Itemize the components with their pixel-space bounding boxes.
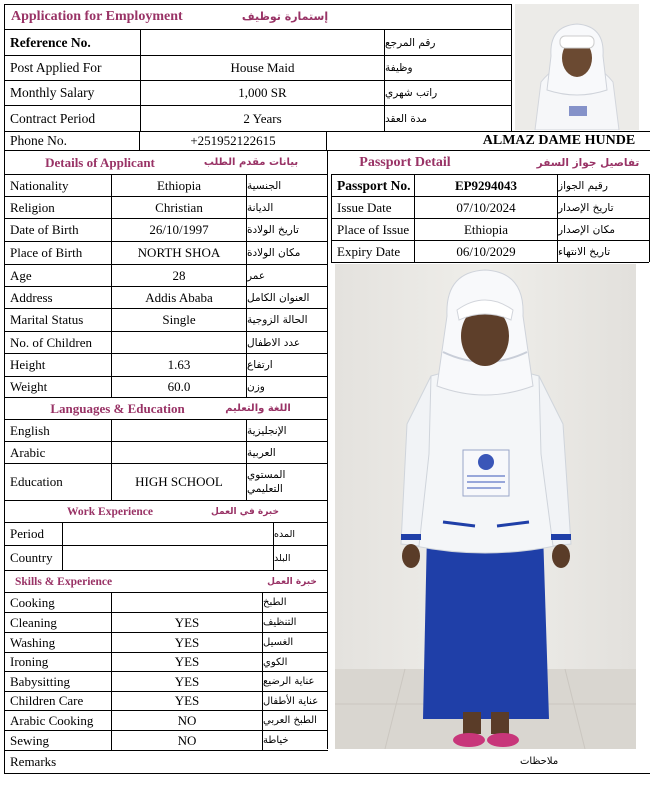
age-label-ar: عمر bbox=[247, 269, 266, 282]
applicant-full-body-photo bbox=[335, 264, 636, 749]
skill-cooking-label-ar: الطبخ bbox=[263, 597, 287, 608]
skill-ironing-label: Ironing bbox=[10, 654, 49, 669]
country-label-ar: البلد bbox=[274, 552, 291, 564]
english-label: English bbox=[10, 422, 50, 438]
expiry-date-label-ar: تاريخ الانتهاء bbox=[558, 245, 611, 258]
dob-label: Date of Birth bbox=[10, 222, 79, 237]
phone-label: Phone No. bbox=[10, 133, 67, 148]
applicant-portrait-photo bbox=[515, 4, 639, 130]
skills-title-ar: خبرة العمل bbox=[267, 576, 317, 587]
form-title-ar: إستمارة توظيف bbox=[241, 10, 329, 23]
skill-cooking-value bbox=[112, 593, 262, 612]
post-label-ar: وظيفة bbox=[385, 62, 413, 74]
passport-title-en: Passport Detail bbox=[359, 154, 451, 170]
work-title-ar: خبرة في العمل bbox=[211, 506, 279, 517]
arabic-value bbox=[112, 442, 246, 463]
languages-title-en: Languages & Education bbox=[50, 400, 185, 416]
skill-sewing-value: NO bbox=[177, 732, 197, 748]
passport-no-label-ar: رقيم الجواز bbox=[558, 179, 608, 192]
issue-date-label: Issue Date bbox=[337, 199, 392, 215]
skill-sewing-label-ar: خياطة bbox=[263, 735, 289, 746]
skill-childcare-label: Children Care bbox=[10, 693, 84, 708]
weight-value: 60.0 bbox=[167, 379, 191, 394]
country-value bbox=[63, 546, 273, 570]
religion-value: Christian bbox=[155, 199, 203, 215]
passport-no-value: EP9294043 bbox=[454, 177, 518, 193]
religion-label-ar: الديانة bbox=[247, 201, 274, 214]
reference-label: Reference No. bbox=[10, 34, 91, 50]
education-label: Education bbox=[10, 474, 63, 489]
passport-no-label: Passport No. bbox=[337, 177, 411, 193]
age-label: Age bbox=[10, 267, 32, 283]
languages-title-ar: اللغة والتعليم bbox=[225, 403, 291, 414]
skill-washing-label-ar: الغسيل bbox=[263, 637, 294, 648]
education-label-ar-line1: المستوي bbox=[247, 469, 286, 481]
skill-cleaning-label: Cleaning bbox=[10, 614, 57, 630]
age-value: 28 bbox=[172, 267, 186, 283]
arabic-label-ar: العربية bbox=[247, 446, 276, 459]
issue-date-value: 07/10/2024 bbox=[456, 199, 516, 215]
height-label: Height bbox=[10, 357, 46, 372]
skill-babysitting-label-ar: عناية الرضيع bbox=[263, 676, 315, 687]
dob-label-ar: تاريخ الولادة bbox=[247, 224, 299, 236]
dob-value: 26/10/1997 bbox=[149, 222, 209, 237]
marital-label-ar: الحالة الزوجية bbox=[247, 314, 308, 326]
country-label: Country bbox=[10, 550, 53, 565]
height-label-ar: ارتفاع bbox=[247, 359, 273, 371]
contract-value: 2 Years bbox=[243, 110, 282, 126]
details-title-en: Details of Applicant bbox=[45, 154, 155, 170]
skill-washing-label: Washing bbox=[10, 634, 56, 650]
salary-label-ar: راتب شهري bbox=[385, 87, 438, 99]
post-label: Post Applied For bbox=[10, 60, 102, 75]
reference-value bbox=[141, 30, 384, 55]
skill-cleaning-label-ar: التنظيف bbox=[263, 617, 297, 628]
skill-babysitting-label: Babysitting bbox=[10, 673, 70, 689]
children-label-ar: عدد الاطفال bbox=[247, 336, 301, 349]
period-label-ar: المده bbox=[274, 528, 295, 540]
place-issue-label: Place of Issue bbox=[337, 221, 410, 237]
marital-value: Single bbox=[162, 312, 196, 327]
height-value: 1.63 bbox=[167, 357, 191, 372]
expiry-date-value: 06/10/2029 bbox=[456, 243, 516, 259]
remarks-label-ar: ملاحظات bbox=[520, 756, 559, 767]
contract-label-ar: مدة العقد bbox=[385, 112, 427, 125]
remarks-label: Remarks bbox=[10, 753, 57, 769]
address-value: Addis Ababa bbox=[145, 289, 213, 305]
details-title-ar: بيانات مقدم الطلب bbox=[203, 157, 299, 168]
education-label-ar-line2: التعليمي bbox=[247, 483, 283, 495]
skill-childcare-label-ar: عناية الأطفال bbox=[263, 695, 319, 707]
salary-value: 1,000 SR bbox=[238, 85, 287, 100]
nationality-label-ar: الجنسية bbox=[247, 179, 282, 192]
form-title-en: Application for Employment bbox=[11, 8, 183, 24]
skill-arabic-cooking-value: NO bbox=[177, 712, 197, 728]
education-label-ar bbox=[247, 464, 327, 500]
pob-label: Place of Birth bbox=[10, 245, 83, 260]
phone-value: +251952122615 bbox=[190, 133, 276, 148]
place-issue-value: Ethiopia bbox=[463, 221, 509, 237]
passport-title-ar: تفاصيل جواز السفر bbox=[536, 156, 640, 169]
skill-sewing-label: Sewing bbox=[10, 732, 49, 748]
arabic-label: Arabic bbox=[10, 444, 46, 460]
pob-label-ar: مكان الولادة bbox=[247, 247, 301, 259]
children-label: No. of Children bbox=[10, 334, 92, 350]
reference-label-ar: رقم المرجع bbox=[385, 36, 436, 49]
work-title-en: Work Experience bbox=[67, 505, 153, 518]
period-label: Period bbox=[10, 526, 44, 541]
expiry-date-label: Expiry Date bbox=[337, 243, 401, 259]
skill-childcare-value: YES bbox=[174, 693, 200, 708]
skill-cooking-label: Cooking bbox=[10, 594, 55, 610]
skill-ironing-value: YES bbox=[174, 654, 200, 669]
applicant-name: ALMAZ DAME HUNDE bbox=[482, 133, 636, 148]
skill-ironing-label-ar: الكوي bbox=[263, 656, 288, 668]
skill-cleaning-value: YES bbox=[174, 614, 200, 630]
skills-title-en: Skills & Experience bbox=[15, 575, 113, 588]
address-label: Address bbox=[10, 289, 53, 305]
nationality-label: Nationality bbox=[10, 177, 69, 193]
contract-label: Contract Period bbox=[10, 110, 96, 126]
weight-label-ar: وزن bbox=[247, 381, 265, 393]
nationality-value: Ethiopia bbox=[156, 177, 202, 193]
children-value bbox=[112, 332, 246, 353]
salary-label: Monthly Salary bbox=[10, 85, 95, 100]
skill-washing-value: YES bbox=[174, 634, 200, 650]
post-value: House Maid bbox=[230, 60, 295, 75]
english-label-ar: الإنجليزية bbox=[247, 424, 287, 437]
english-value bbox=[112, 420, 246, 441]
skill-arabic-cooking-label-ar: الطبخ العربي bbox=[263, 715, 317, 726]
skill-arabic-cooking-label: Arabic Cooking bbox=[10, 712, 94, 728]
place-issue-label-ar: مكان الإصدار bbox=[558, 223, 615, 236]
issue-date-label-ar: تاريخ الإصدار bbox=[558, 201, 614, 214]
period-value bbox=[63, 523, 273, 545]
weight-label: Weight bbox=[10, 379, 48, 394]
education-value: HIGH SCHOOL bbox=[135, 474, 223, 489]
religion-label: Religion bbox=[10, 199, 55, 215]
pob-value: NORTH SHOA bbox=[137, 245, 221, 260]
marital-label: Marital Status bbox=[10, 312, 84, 327]
skill-babysitting-value: YES bbox=[174, 673, 200, 689]
address-label-ar: العنوان الكامل bbox=[247, 291, 310, 304]
